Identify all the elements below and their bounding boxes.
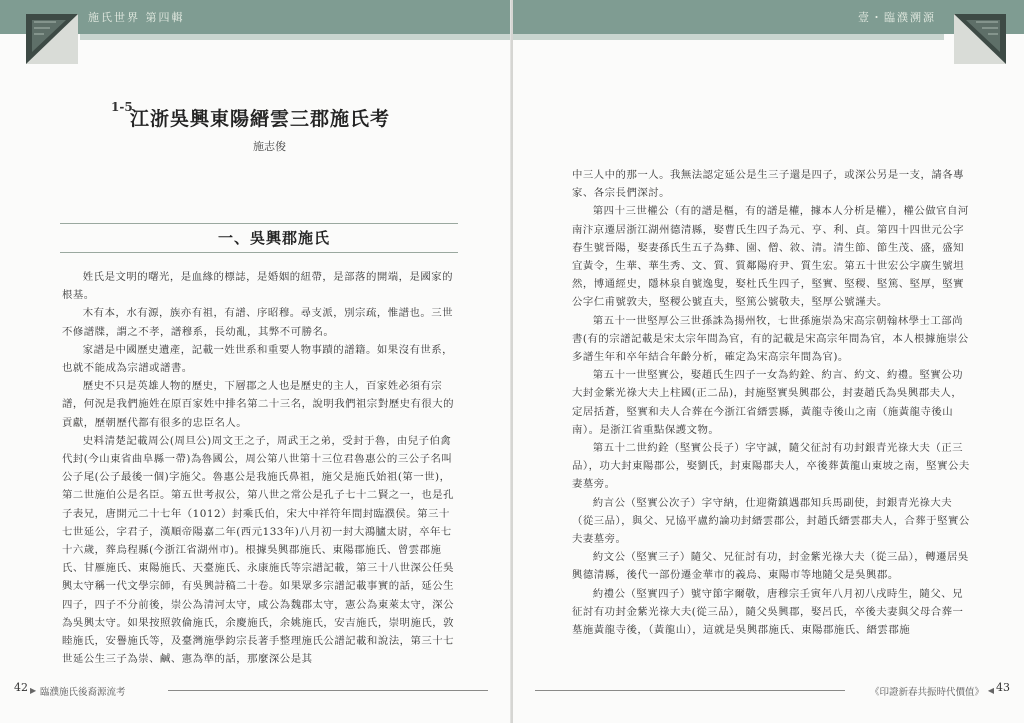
section-rule-bottom bbox=[60, 252, 458, 253]
paragraph: 中三人中的那一人。我無法認定延公是生三子還是四子，或深公另是一支，請各專家、各宗長們深討。 bbox=[572, 169, 965, 200]
chapter-title: 江浙吳興東陽縉雲三郡施氏考 bbox=[130, 108, 391, 130]
paragraph: 第五十二世約銓（堅實公長子）字守誠，隨父征討有功封銀青光祿大夫（正三品），功大封東陽郡公，娶劉氏，封東陽郡夫人，卒後葬黃龍山東坡之南，堅實公夫妻墓旁。 bbox=[572, 442, 970, 491]
paragraph: 姓氏是文明的曙光，是血緣的標誌，是婚姻的紐帶，是部落的開端，是國家的根基。 bbox=[62, 271, 454, 302]
right-header-band bbox=[513, 0, 1024, 34]
chapter-number: 1-5 bbox=[111, 100, 133, 114]
corner-ornament-icon bbox=[954, 14, 1006, 64]
paragraph: 第四十三世權公（有的譜是樞，有的譜是權，據本人分析是權），權公做官自河南汴京遷居浙江湖州德清縣，娶曹氏生四子為元、亨、利、貞。第四十四世元公字春生號晉陽，娶妻孫氏生五子為彝、園、僧、敘、清。清生節、節生茂、盛，盛知宜黃令，生華、華生秀、文、質、質鄰陽府尹、質生宏。第五十世宏公字廣生號坦然，博通經史，隱林泉自號逸叟，娶杜氏生四子，堅實、堅稷、堅篤、堅厚，堅實公字仁甫號敦夫，堅稷公號直夫，堅篤公號敬夫，堅厚公號謹夫。 bbox=[572, 205, 969, 309]
author-name: 施志俊 bbox=[253, 140, 286, 153]
left-header-subband bbox=[80, 34, 511, 40]
paragraph: 第五十一世堅實公，娶趙氏生四子一女為約銓、約言、約文、約禮。堅實公功大封金紫光祿大夫上柱國(正二品)，封施堅實吳興郡公，封妻趙氏為吳興郡夫人，定居括蒼，堅實和夫人合葬在今浙江省縉雲縣，黃龍寺後山之南（施黃龍寺後山南）。是浙江省重點保護文物。 bbox=[572, 369, 964, 436]
paragraph: 約言公（堅實公次子）字守納，仕迎衛鎮遇郡知兵馬副使，封銀青光祿大夫（從三品），與父、兄協平盧約論功封縉雲郡公，封趙氏縉雲郡夫人，合葬于堅實公夫妻墓旁。 bbox=[572, 496, 970, 546]
paragraph: 史料清楚記載周公(周旦公)周文王之子，周武王之弟，受封于魯，由兒子伯禽代封(今山東省曲阜縣一帶)為魯國公，周公第八世第十三位君魯惠公的三公子名叫公子尾(公子最後一個)字施父。魯惠公是我施氏鼻祖，施父是施氏始祖(第一世)，第二世施伯公是名臣。第五世考叔公，第八世之常公是孔子七十二賢之一，也是孔子表兄，唐開元二十七年（1012）封乘氏伯，宋大中祥符年間封臨濮侯。第三十七世延公，字君子，漢順帝陽嘉二年(西元133年)八月初一封大鴻臚太尉，卒年七十六歲，葬烏程縣(今浙江省湖州市)。根據吳興郡施氏、東陽郡施氏、曾雲郡施氏、甘雁施氏、東陽施氏、天臺施氏、永康施氏等宗譜記載，第三十八世深公任吳興太守稱一代文學宗師，有吳興詩稿二十卷。如果眾多宗譜記載事實的話，延公生四子，四子不分前後，崇公為清河太守，咸公為魏郡太守，憲公為東萊太守，深公為吳興太守。如果按照敦倫施氏，余慶施氏，余姚施氏，安吉施氏，崇明施氏，敦睦施氏，安譽施氏等，及臺灣施學鈞宗長著手整理施氏公譜記載和說法，第三十七世延公生三子為崇、鹹、憲為準的話，那麼深公是其 bbox=[62, 434, 455, 666]
paragraph: 木有本，水有源，族亦有祖，有譜、序昭穆。尋支派，別宗疏，惟譜也。三世不修譜牒，謂之不孝，譜穆系，長幼亂，其弊不可勝名。 bbox=[62, 307, 454, 338]
paragraph: 歷史不只是英雄人物的歷史，下層郡之人也是歷史的主人，百家姓必須有宗譜，何況是我們施姓在原百家姓中排名第二十三名，說明我們祖宗對歷史有很大的貢獻，歷朝歷代都有很多的忠臣名人。 bbox=[62, 380, 455, 429]
paragraph: 家譜是中國歷史遺產，記載一姓世系和重要人物事蹟的譜籍。如果沒有世系，也就不能成為宗譜或譜書。 bbox=[62, 343, 454, 375]
page-number-left: 42 bbox=[14, 681, 28, 694]
footer-arrow-icon: ◀ bbox=[987, 686, 994, 695]
page-number-right: 43 bbox=[996, 681, 1010, 694]
paragraph: 第五十一世堅厚公三世孫誅為揚州牧，七世孫施崇為宋高宗朝翰林學士工部尚書(有的宗譜記載是宋太宗年間為官，有的記載是宋高宗年間為官，本人根據施崇公多譜生年和卒年結合年齡分析，確定為宋高宗年間為官)。 bbox=[572, 314, 969, 364]
left-footer-rule bbox=[168, 690, 488, 691]
right-footer-title: 《印證新春共振時代價值》 bbox=[869, 687, 984, 698]
right-body-text bbox=[572, 166, 970, 639]
right-footer-rule bbox=[535, 690, 845, 691]
right-page bbox=[513, 0, 1024, 723]
paragraph: 約禮公（堅實四子）號守節字爾敬，唐穆宗壬寅年八月初八戌時生，隨父、兄征討有功封金紫光祿大夫(從三品），隨父吳興郡，娶呂氏，卒後夫妻與父母合葬一墓施黃龍寺後，（黃龍山），這就是吳興郡施氏、東陽郡施氏、縉雲郡施 bbox=[572, 587, 964, 637]
right-header-subband bbox=[513, 34, 944, 40]
paragraph: 約文公（堅實三子）隨父、兄征討有功，封金紫光祿大夫（從三品），轉遷居吳興德清縣，後代一部份遷金華市的義烏、東陽市等地隨父是吳興郡。 bbox=[572, 551, 969, 582]
right-running-head: 壹・臨濮溯源 bbox=[858, 11, 936, 24]
section-title: 一、吳興郡施氏 bbox=[218, 229, 331, 247]
section-rule-top bbox=[60, 223, 458, 224]
left-body-text bbox=[62, 268, 458, 668]
left-page bbox=[0, 0, 511, 723]
left-running-head: 施氏世界 第四輯 bbox=[88, 11, 185, 24]
corner-ornament-icon bbox=[26, 14, 78, 64]
footer-arrow-icon: ▶ bbox=[30, 686, 37, 695]
left-footer-title: 臨濮施氏後裔源流考 bbox=[40, 687, 126, 698]
